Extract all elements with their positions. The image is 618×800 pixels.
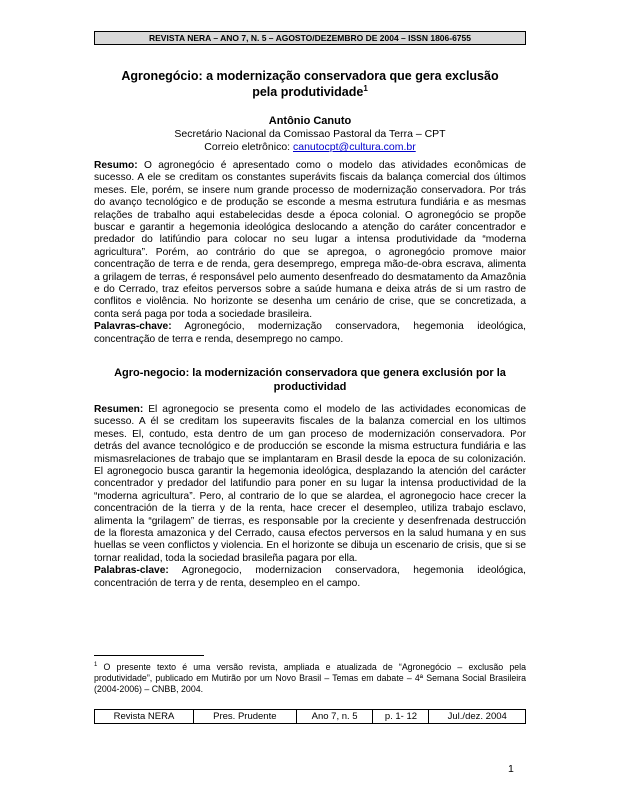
journal-header xyxy=(94,31,526,45)
spanish-title: Agro-negocio: la modernización conservadora que genera exclusión por la productividad xyxy=(114,367,506,393)
email-link[interactable]: canutocpt@cultura.com.br xyxy=(293,141,416,153)
email-label: Correio eletrônico: xyxy=(204,141,293,153)
title-footnote-mark: 1 xyxy=(363,83,368,93)
resumen-text: El agronegocio se presenta como el modelo de las actividades economicas de sucesso. A él se creditam los supeeravits fiscales de la balanza comercial en los ultimos meses. El, contudo, esta dentro de um gan proceso de modernización conservadora. Por detrás del avance tecnológico e de producción se esconde la misma estructura fundiária e las mismasrelaciones de trabajo que se implantaram en Brasil desde la epoca de su colonización. El agronegocio busca garantir la hegemonia ideológica, desplazando la atención del carácter concentrador y predador del latifundio para poner en su lugar la intensa productividad de la “moderna agricultura”. Pero, al contrario de lo que se alardea, el agronegocio hace crecer la concentración de la tierra y de la renta, hace crecer el desempleo, utiliza trabajo esclavo, alimenta la “grilagem” de tierras, es responsable por la creciente y desenfrenada destrucción de la floresta amazonica y del Cerrado, causa efectos perversos en la salud humana y en sus huellas se veen conflictos y violencia. En el horizonte se dibuja un escenario de crisis, que si se tornar realidad, toda la sociedad brasileña pagara por ella. xyxy=(94,404,526,564)
footer-table xyxy=(94,709,526,724)
author-email-line xyxy=(90,141,530,154)
resumo-abstract xyxy=(94,160,526,346)
footer-journal: Revista NERA xyxy=(95,710,194,724)
footnote-mark: 1 xyxy=(94,662,98,668)
palabras-clave-label: Palabras-clave: xyxy=(94,565,169,577)
palavras-chave-text: Agronegócio, modernização conservadora, hegemonia ideológica, concentração de terra e renda, desemprego no campo. xyxy=(94,321,526,345)
palabras-clave-text: Agronegocio, modernizacion conservadora, hegemonia ideológica, concentración de terra y de renta, desempleo en el campo. xyxy=(94,565,526,589)
palavras-chave-label: Palavras-chave: xyxy=(94,321,172,333)
page-number: 1 xyxy=(508,763,514,775)
footer-date: Jul./dez. 2004 xyxy=(429,710,526,724)
footer-pages: p. 1- 12 xyxy=(373,710,429,724)
footer-volume: Ano 7, n. 5 xyxy=(296,710,373,724)
footer-row xyxy=(95,710,526,724)
title-line-1: Agronegócio: a modernização conservadora que gera exclusão xyxy=(121,69,499,83)
journal-header-text: REVISTA NERA – ANO 7, N. 5 – AGOSTO/DEZEMBRO DE 2004 – ISSN 1806-6755 xyxy=(148,33,471,43)
footer-city: Pres. Prudente xyxy=(193,710,296,724)
footnote-text: O presente texto é uma versão revista, ampliada e atualizada de “Agronegócio – exclusão pela produtividade”, publicado em Mutirão por um Novo Brasil – Temas em dabate – 4ª Semana Social Brasileira (2004-2006) – CNBB, 2004. xyxy=(94,661,526,695)
resumo-text: O agronegócio é apresentado como o modelo das atividades econômicas de sucesso. A ele se creditam os constantes superávits fiscais da balança comercial dos últimos meses. Ele, porém, se insere num grande processo de modernização conservadora. Por trás do avanço tecnológico e de produção se esconde a mesma estrutura fundiária e as mesmas relações de trabalho aqui estabelecidas desde a época colonial. O agronegócio se propõe buscar e garantir a hegemonia ideológica deslocando a atenção do caráter concentrador e predador do latifúndio para colocar no seu lugar a intensa produtividade da “moderna agricultura”. Porém, ao contrário do que se apregoa, o agronegócio promove maior concentração de terra e de renda, gera desemprego, emprega mão-de-obra escrava, alimenta a grilagem de terras, é responsável pelo aumento desenfreado do desmatamento da Amazônia e do Cerrado, traz efeitos perversos sobre a saúde humana e deixa atrás de si um rastro de conflitos e violência. No horizonte se desenha um cenário de crise, que se concretizada, a conta será paga por toda a sociedade brasileira. xyxy=(94,160,526,320)
footnote xyxy=(94,660,526,696)
author-affiliation: Secretário Nacional da Comissao Pastoral da Terra – CPT xyxy=(174,128,446,140)
author-name: Antônio Canuto xyxy=(268,115,352,127)
resumo-label: Resumo: xyxy=(94,160,138,171)
article-title xyxy=(90,68,530,100)
resumen-abstract xyxy=(94,404,526,590)
footnote-divider xyxy=(94,655,204,656)
title-line-2: pela produtividade xyxy=(252,85,364,99)
resumen-label: Resumen: xyxy=(94,404,144,415)
